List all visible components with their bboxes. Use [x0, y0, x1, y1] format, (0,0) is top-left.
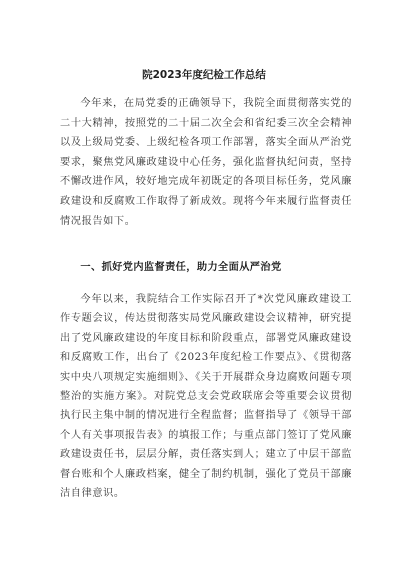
document-title: 院2023年度纪检工作总结 [142, 69, 266, 81]
intro-paragraph: 今年来，在局党委的正确领导下，我院全面贯彻落实党的二十大精神，按照党的二十届二次全会和省纪委三次全会精神以及上级局党委、上级纪检各项工作部署，落实全面从严治党要求，聚焦党风廉政建设中心任务，强化监督执纪问责，坚持不懈改进作风，较好地完成年初既定的各项目标任务，党风廉政建设和反腐败工作取得了新成效。现将今年来履行监督责任情况报告如下。 [60, 98, 352, 227]
section-paragraph: 今年以来，我院结合工作实际召开了*次党风廉政建设工作专题会议，传达贯彻落实局党风廉政建设会议精神，研究提出了党风廉政建设的年度目标和阶段重点，部署党风廉政建设和反腐败工作，出台了《2023年度纪检工作要点》、《贯彻落实中央八项规定实施细则》、《关于开展群众身边腐败问题专项整治的实施方案》。对院党总支会党政联席会等重要会议贯彻执行民主集中制的情况进行全程监督；监督指导了《领导干部个人有关事项报告表》的填报工作；与重点部门签订了党风廉政建设责任书，层层分解，责任落实到人；建立了中层干部监督台账和个人廉政档案，健全了制约机制，强化了党员干部廉洁自律意识。 [60, 294, 352, 500]
section-heading: 一、抓好党内监督责任，助力全面从严治党 [80, 262, 282, 273]
